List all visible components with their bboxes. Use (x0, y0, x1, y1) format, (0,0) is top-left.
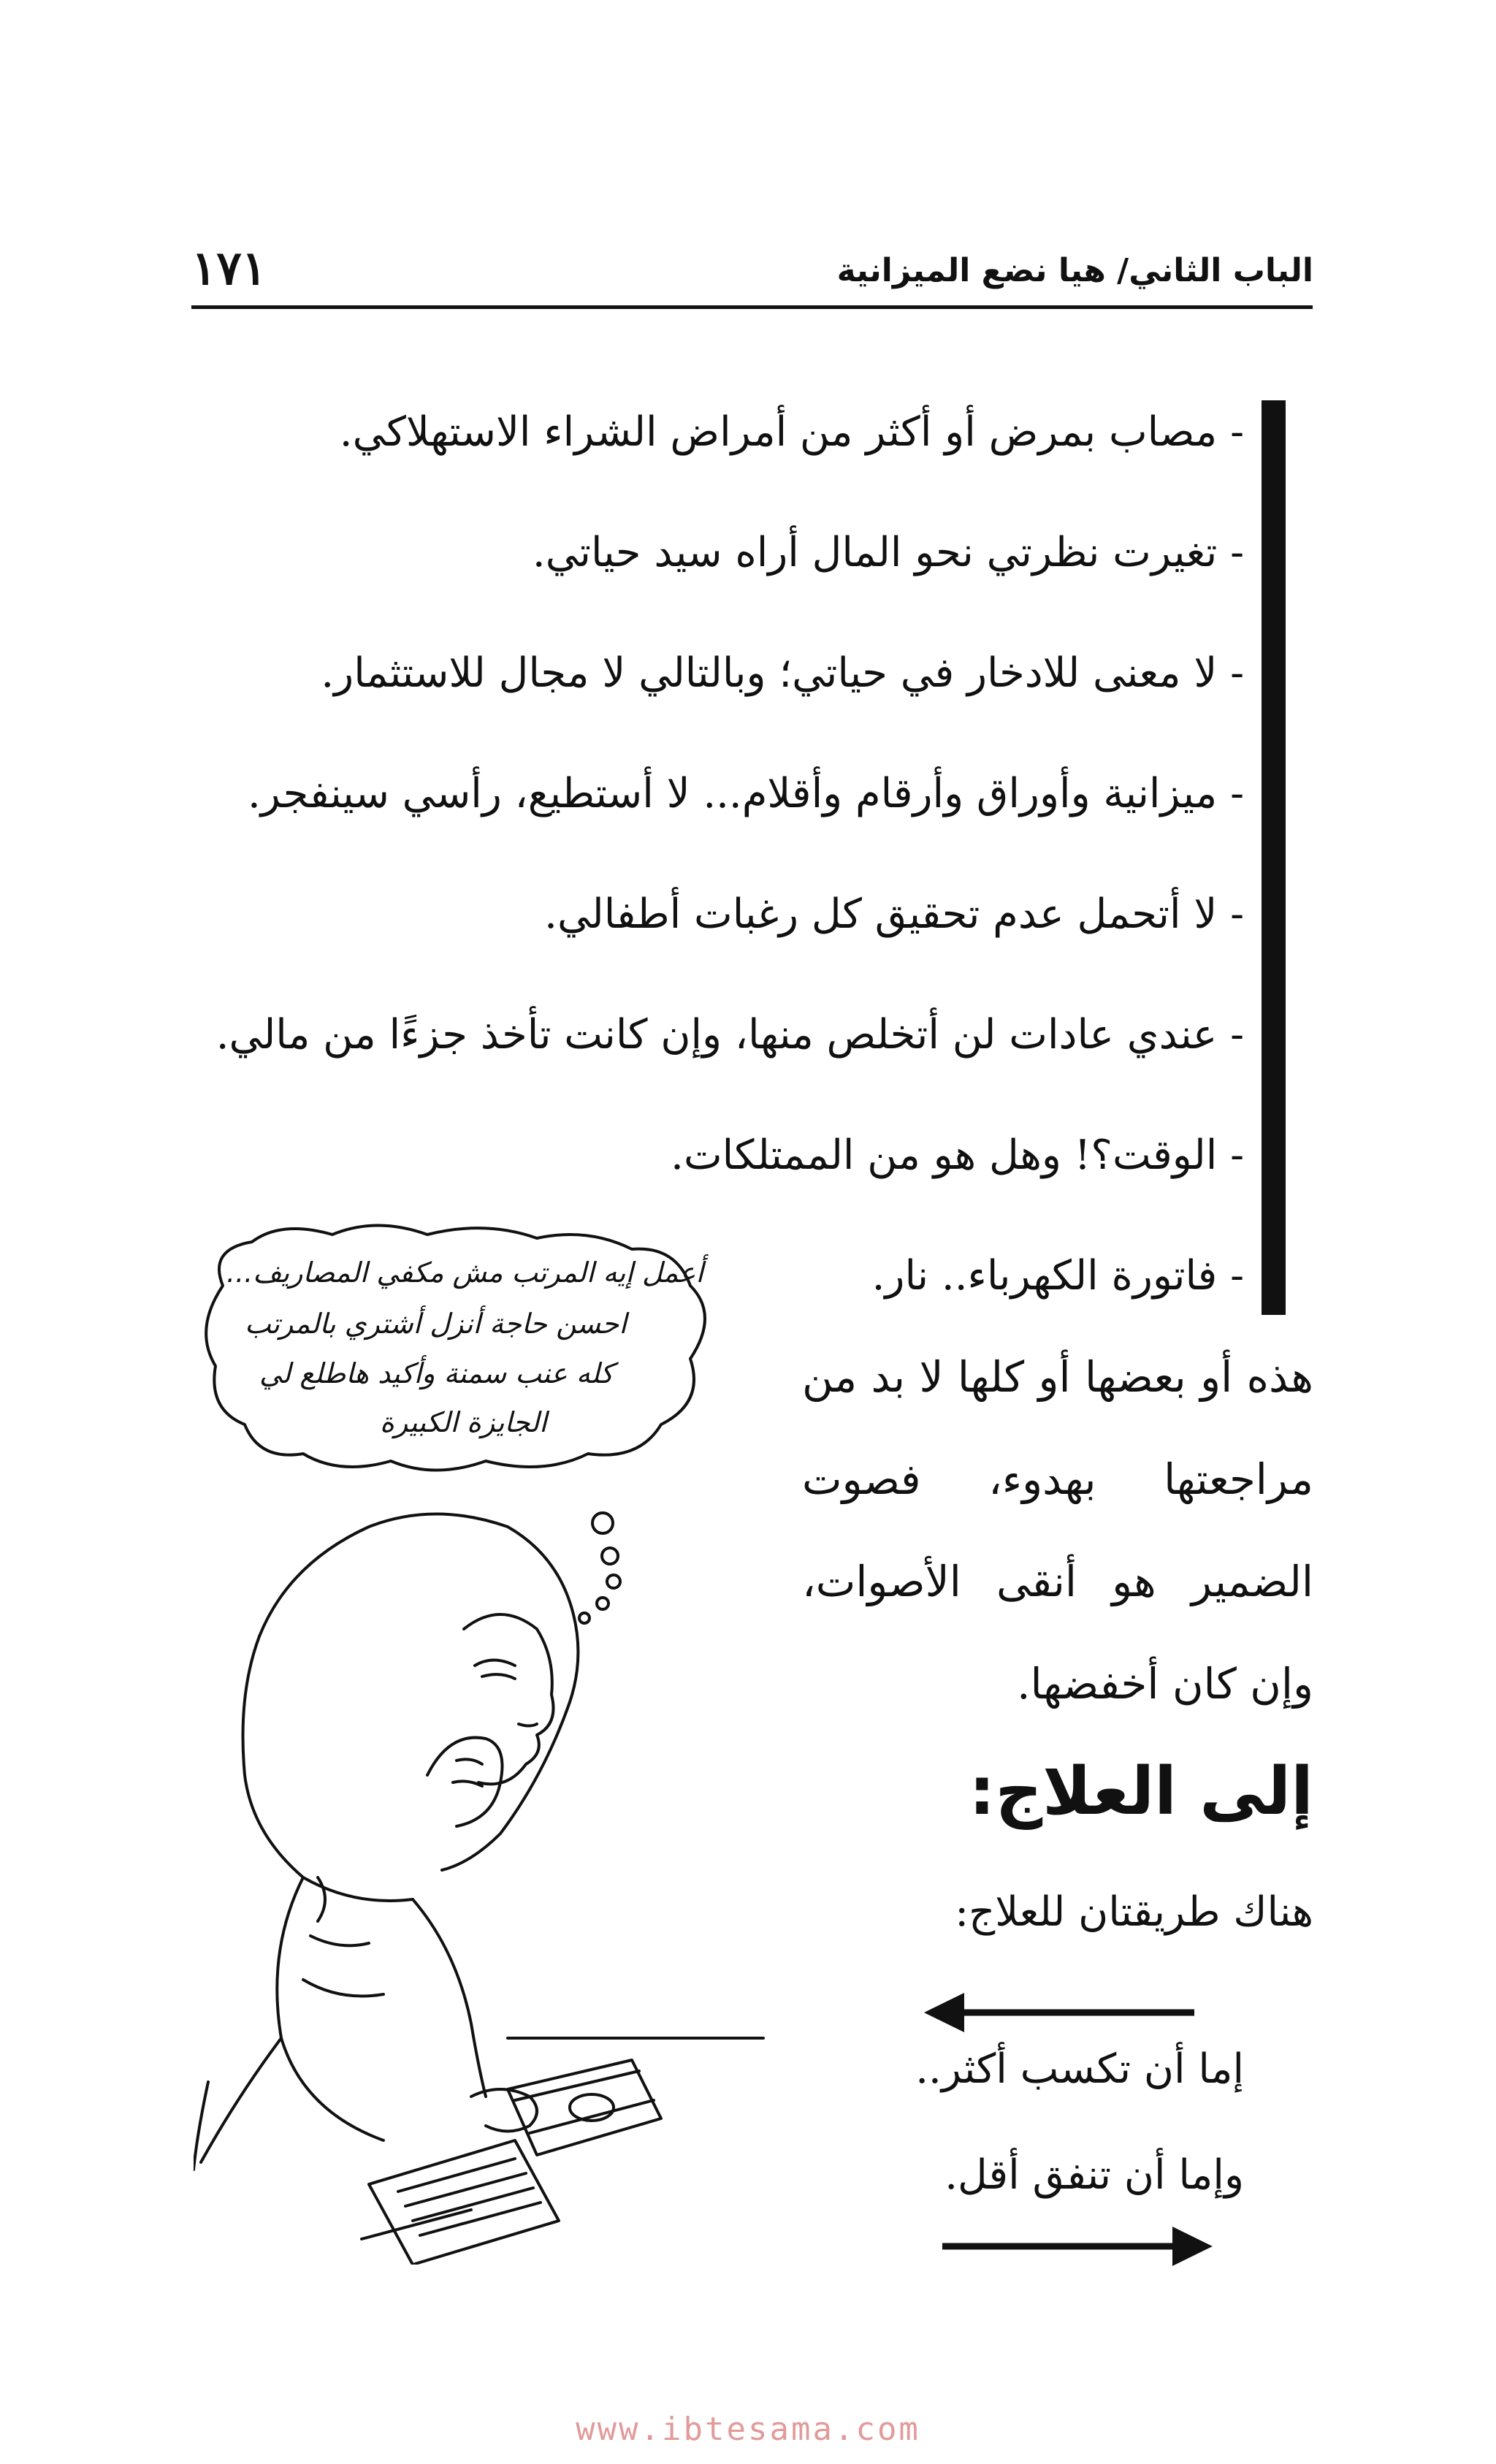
arrow-right-icon (942, 2221, 1213, 2272)
symptom-item: - مصاب بمرض أو أكثر من أمراض الشراء الاستهلاكي. (339, 408, 1244, 456)
arrow-left-icon (924, 1987, 1202, 2038)
paper (369, 2140, 559, 2265)
symptom-item: - لا أتحمل عدم تحقيق كل رغبات أطفالي. (544, 890, 1244, 938)
thought-line: الجايزة الكبيرة (380, 1406, 547, 1438)
thought-line: كله عنب سمنة وأكيد هاطلع لي (259, 1357, 614, 1389)
earn-more-option: إما أن تكسب أكثر.. (915, 2045, 1244, 2093)
thought-line: احسن حاجة أنزل أشتري بالمرتب (245, 1308, 627, 1340)
side-bar (1262, 400, 1286, 1315)
money-stack (508, 2060, 661, 2155)
chapter-title: الباب الثاني/ هيا نضع الميزانية (836, 252, 1313, 289)
watermark: www.ibtesama.com (576, 2411, 920, 2448)
symptom-item: - فاتورة الكهرباء.. نار. (871, 1252, 1244, 1300)
symptom-item: - عندي عادات لن أتخلص منها، وإن كانت تأخذ جزءًا من مالي. (215, 1011, 1244, 1059)
spend-less-option: وإما أن تنفق أقل. (944, 2151, 1244, 2199)
treatment-intro: هناك طريقتان للعلاج: (955, 1888, 1313, 1936)
page-number: ١٧١ (191, 241, 267, 296)
symptom-item: - تغيرت نظرتي نحو المال أراه سيد حياتي. (532, 529, 1244, 576)
symptom-item: - لا معنى للادخار في حياتي؛ وبالتالي لا مجال للاستثمار. (321, 649, 1244, 697)
conscience-paragraph: هذه أو بعضها أو كلها لا بد من مراجعتها بهدوء، فصوت الضمير هو أنقى الأصوات، وإن كان أخفضها. (802, 1352, 1313, 1709)
header-rule (191, 305, 1313, 309)
thought-line: أعمل إيه المرتب مش مكفي المصاريف... (226, 1256, 704, 1289)
symptom-item: - الوقت؟! وهل هو من الممتلكات. (671, 1132, 1244, 1179)
symptom-item: - ميزانية وأوراق وأرقام وأقلام... لا أستطيع، رأسي سينفجر. (247, 770, 1244, 817)
treatment-heading: إلى العلاج: (969, 1753, 1313, 1830)
